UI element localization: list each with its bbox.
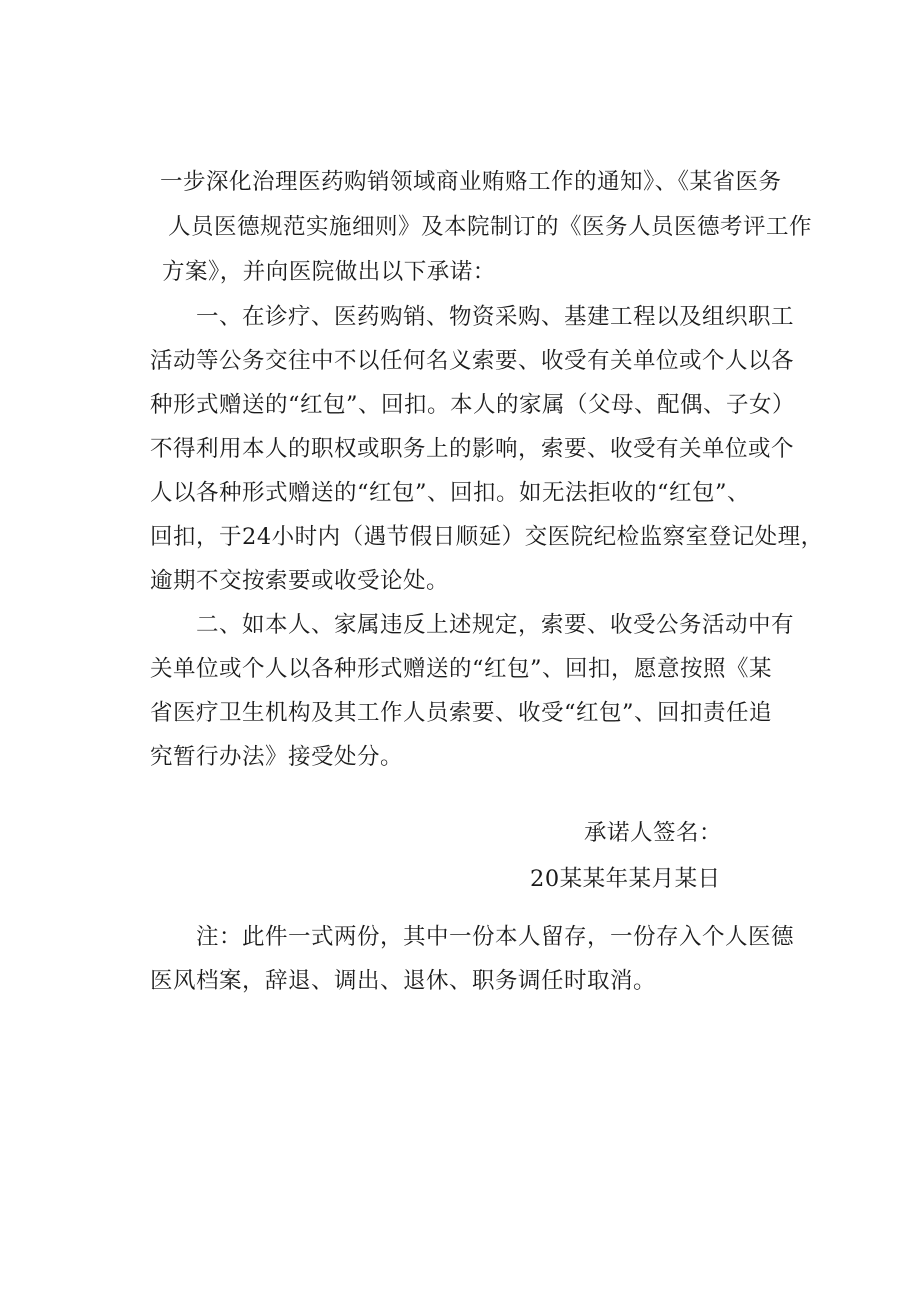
clause-two-line-4: 究暂行办法》接受处分。 [150,744,404,770]
intro-line-1: 一步深化治理医药购销领域商业贿赂工作的通知》、《某省医务 [160,169,782,195]
clause-one-line-3: 种形式赠送的“红包”、回扣。本人的家属（父母、配偶、子女） [150,392,796,418]
signature-label: 承诺人签名： [584,820,723,846]
clause-one-line-1: 一、在诊疗、医药购销、物资采购、基建工程以及组织职工 [196,304,795,330]
clause-two-line-1: 二、如本人、家属违反上述规定，索要、收受公务活动中有 [196,612,795,638]
clause-one-line-5: 人以各种形式赠送的“红包”、回扣。如无法拒收的“红包”、 [150,480,751,506]
note-line-1: 注：此件一式两份，其中一份本人留存，一份存入个人医德 [196,924,795,950]
note-line-2: 医风档案，辞退、调出、退休、职务调任时取消。 [150,968,657,994]
clause-one-line-6: 回扣，于24小时内（遇节假日顺延）交医院纪检监察室登记处理， [150,524,824,550]
intro-line-3: 方案》，并向医院做出以下承诺： [162,259,496,285]
intro-line-2: 人员医德规范实施细则》及本院制订的《医务人员医德考评工作 [168,214,813,240]
clause-two-line-3: 省医疗卫生机构及其工作人员索要、收受“红包”、回扣责任追 [150,700,773,726]
clause-one-line-2: 活动等公务交往中不以任何名义索要、收受有关单位或个人以各 [150,348,795,374]
clause-two-line-2: 关单位或个人以各种形式赠送的“红包”、回扣，愿意按照《某 [150,656,773,682]
clause-one-line-4: 不得利用本人的职权或职务上的影响，索要、收受有关单位或个 [150,436,795,462]
signature-date: 20某某年某月某日 [530,866,721,892]
clause-one-line-7: 逾期不交按索要或收受论处。 [150,568,450,594]
